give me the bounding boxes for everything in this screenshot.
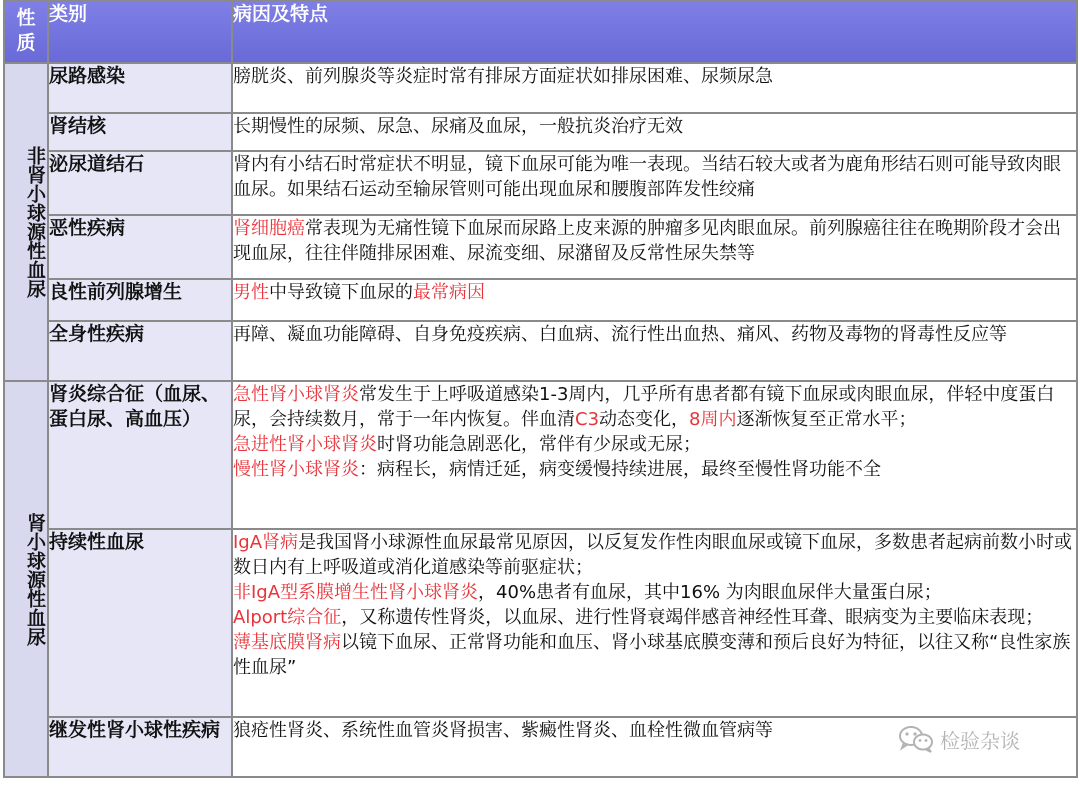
description-text: 常发生于上呼吸道感染1-3周内，几乎所有患者都有镜下血尿或肉眼血尿，伴轻中度蛋白尿，会持续数月，常于一年内恢复。伴血清	[233, 384, 1055, 430]
highlight-text: C3	[575, 409, 600, 430]
category-cell: 继发性肾小球性疾病	[48, 717, 232, 777]
description-text: 再障、凝血功能障碍、自身免疫疾病、白血病、流行性出血热、痛风、药物及毒物的肾毒性反应等	[233, 324, 1007, 345]
description-cell	[232, 215, 1077, 279]
description-text: 是我国肾小球源性血尿最常见原因，以反复发作性肉眼血尿或镜下血尿，多数患者起病前数小时或数日内有上呼吸道或消化道感染等前驱症状；	[233, 532, 1073, 578]
header-nature: 性质	[4, 1, 48, 63]
description-text: 动态变化，	[599, 409, 690, 430]
description-paragraph	[233, 322, 1076, 347]
description-paragraph	[233, 432, 1076, 457]
wechat-icon	[898, 725, 934, 753]
description-cell	[232, 529, 1077, 717]
category-cell: 全身性疾病	[48, 321, 232, 381]
highlight-text: IgA肾病	[233, 532, 299, 553]
watermark-text: 检验杂谈	[940, 728, 1020, 753]
description-text: 常表现为无痛性镜下血尿而尿路上皮来源的肿瘤多见肉眼血尿。前列腺癌往往在晚期阶段才会出现血尿，往往伴随排尿困难、尿流变细、尿潴留及反常性尿失禁等	[233, 218, 1061, 264]
nature-cell	[4, 63, 48, 381]
category-cell: 尿路感染	[48, 63, 232, 113]
highlight-text: 男性	[233, 282, 269, 303]
description-text: ：病程长，病情迁延，病变缓慢持续进展，最终至慢性肾功能不全	[359, 459, 881, 480]
highlight-text: 薄基底膜肾病	[233, 632, 341, 653]
description-paragraph	[233, 280, 1076, 305]
description-cell	[232, 381, 1077, 529]
table-body	[4, 63, 1077, 777]
description-cell	[232, 151, 1077, 215]
description-paragraph	[233, 216, 1076, 266]
description-cell	[232, 321, 1077, 381]
description-paragraph	[233, 457, 1076, 482]
category-cell: 恶性疾病	[48, 215, 232, 279]
description-text: ，40%患者有血尿，其中16% 为肉眼血尿伴大量蛋白尿；	[478, 582, 942, 603]
highlight-text: Alport综合征	[233, 607, 342, 628]
description-cell	[232, 63, 1077, 113]
description-paragraph	[233, 605, 1076, 630]
table-row	[4, 113, 1077, 151]
description-text: 逐渐恢复至正常水平；	[736, 409, 917, 430]
category-cell: 持续性血尿	[48, 529, 232, 717]
description-text: ，又称遗传性肾炎，以血尿、进行性肾衰竭伴感音神经性耳聋、眼病变为主要临床表现；	[341, 607, 1044, 628]
category-cell: 泌尿道结石	[48, 151, 232, 215]
description-text: 肾内有小结石时常症状不明显，镜下血尿可能为唯一表现。当结石较大或者为鹿角形结石则可能导致肉眼血尿。如果结石运动至输尿管则可能出现血尿和腰腹部阵发性绞痛	[233, 154, 1061, 200]
highlight-text: 最常病因	[413, 282, 485, 303]
nature-cell	[4, 381, 48, 777]
highlight-text: 肾细胞癌	[233, 218, 305, 239]
nature-label: 非肾小球源性血尿	[24, 146, 46, 298]
nature-label: 肾小球源性血尿	[24, 512, 46, 646]
highlight-text: 慢性肾小球肾炎	[233, 459, 359, 480]
header-category: 类别	[48, 1, 232, 63]
table-row	[4, 279, 1077, 321]
description-paragraph	[233, 382, 1076, 432]
watermark	[898, 724, 1020, 754]
description-paragraph	[233, 114, 1076, 139]
table-row	[4, 215, 1077, 279]
description-paragraph	[233, 64, 1076, 89]
description-text: 时肾功能急剧恶化，常伴有少尿或无尿；	[377, 434, 701, 455]
description-paragraph	[233, 530, 1076, 580]
table-row	[4, 381, 1077, 529]
description-text: 膀胱炎、前列腺炎等炎症时常有排尿方面症状如排尿困难、尿频尿急	[233, 66, 773, 87]
table-row	[4, 529, 1077, 717]
table-row	[4, 63, 1077, 113]
highlight-text: 8周内	[689, 409, 737, 430]
description-cell	[232, 113, 1077, 151]
description-cell	[232, 279, 1077, 321]
header-description: 病因及特点	[232, 1, 1077, 63]
description-text: 以镜下血尿、正常肾功能和血压、肾小球基底膜变薄和预后良好为特征，以往又称“良性家族性血尿”	[233, 632, 1071, 678]
highlight-text: 急进性肾小球肾炎	[233, 434, 377, 455]
table-row	[4, 151, 1077, 215]
description-text: 中导致镜下血尿的	[269, 282, 413, 303]
description-paragraph	[233, 630, 1076, 680]
table-header-row	[4, 1, 1077, 63]
description-paragraph	[233, 580, 1076, 605]
category-cell: 肾结核	[48, 113, 232, 151]
description-text: 狼疮性肾炎、系统性血管炎肾损害、紫癜性肾炎、血栓性微血管病等	[233, 720, 773, 741]
description-text: 长期慢性的尿频、尿急、尿痛及血尿，一般抗炎治疗无效	[233, 116, 683, 137]
category-cell: 肾炎综合征（血尿、蛋白尿、高血压）	[48, 381, 232, 529]
highlight-text: 非IgA型系膜增生性肾小球肾炎	[233, 582, 479, 603]
highlight-text: 急性肾小球肾炎	[233, 384, 359, 405]
category-cell: 良性前列腺增生	[48, 279, 232, 321]
table-row	[4, 321, 1077, 381]
hematuria-cause-table	[3, 0, 1078, 778]
description-paragraph	[233, 152, 1076, 202]
